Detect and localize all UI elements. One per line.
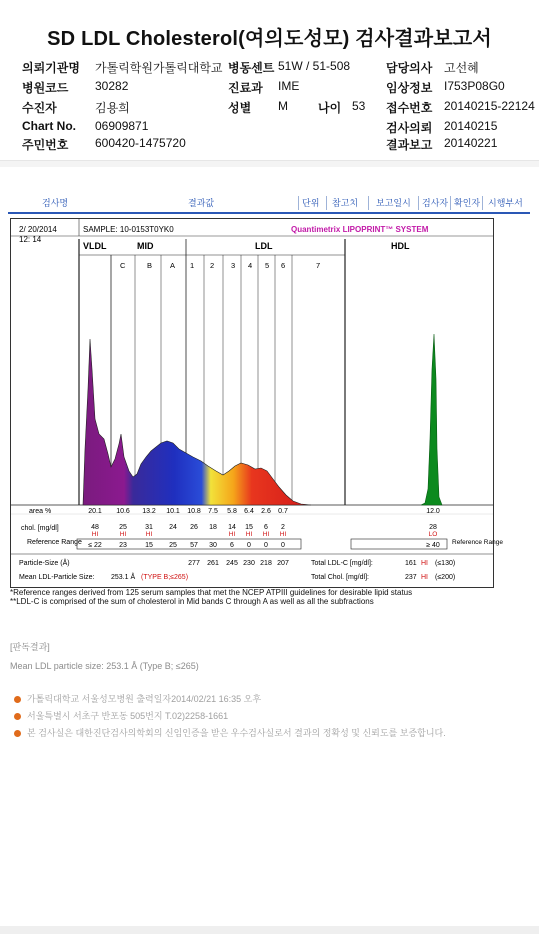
chol-a: 24	[169, 524, 177, 531]
age-value: 53	[352, 99, 366, 113]
remarks-text: Mean LDL particle size: 253.1 Å (Type B; ≤265)	[10, 661, 199, 671]
chol-b: 31	[145, 524, 153, 531]
age-label: 나이	[318, 101, 342, 115]
total-ldl-flag: HI	[421, 560, 428, 567]
band-label-4: 4	[248, 261, 253, 270]
report-date-value: 20140221	[444, 136, 498, 150]
remarks-title: [판독결과]	[10, 642, 50, 652]
col-unit: 단위	[302, 198, 320, 208]
hospital-code-value: 30282	[95, 79, 129, 93]
area-2: 7.5	[208, 508, 218, 515]
ref-6: 0	[281, 542, 285, 549]
col-confirmer: 확인자	[454, 198, 481, 208]
mean-size-value: 253.1 Å	[111, 574, 136, 581]
col-test-name: 검사명	[42, 198, 69, 208]
ref-4: 0	[247, 542, 251, 549]
total-chol-value: 237	[405, 574, 417, 581]
hdl-peak	[421, 334, 442, 505]
total-ldl-label: Total LDL-C [mg/dl]:	[311, 560, 373, 567]
footer-certification-text: 본 검사실은 대한진단검사의학회의 신임인증을 받은 우수검사실로서 결과의 정확성 및 신뢰도를 보증합니다.	[27, 728, 446, 738]
chol-2: 18	[209, 524, 217, 531]
clinical-label: 임상정보	[386, 81, 433, 95]
particle-1: 277	[188, 560, 200, 567]
particle-2: 261	[207, 560, 219, 567]
chol-c: 25	[119, 524, 127, 531]
col-tester: 검사자	[422, 198, 449, 208]
particle-6: 207	[277, 560, 289, 567]
sample-id: SAMPLE: 10-0153T0YK0	[83, 225, 174, 234]
flag-vldl: HI	[91, 531, 99, 538]
total-ldl-ref: (≤130)	[435, 560, 456, 567]
id-value: 600420-1475720	[95, 136, 186, 150]
area-c: 10.6	[116, 508, 130, 515]
ref-c: 23	[119, 542, 127, 549]
flag-hdl: LO	[428, 531, 438, 538]
area-a: 10.1	[166, 508, 180, 515]
dept-label: 진료과	[228, 81, 263, 95]
dept-value: IME	[278, 79, 300, 93]
chart-no-label: Chart No.	[22, 119, 76, 133]
col-department: 시행부서	[488, 198, 523, 208]
clinical-value: I753P08G0	[444, 79, 505, 93]
area-5: 2.6	[261, 508, 271, 515]
flag-4: HI	[245, 531, 253, 538]
ref-a: 25	[169, 542, 177, 549]
sex-value: M	[278, 99, 288, 113]
chol-6: 2	[281, 524, 285, 531]
chol-hdl: 28	[429, 524, 437, 531]
chol-1: 26	[190, 524, 198, 531]
request-value: 20140215	[444, 119, 498, 133]
band-label-7: 7	[316, 261, 321, 270]
band-label-c: C	[120, 261, 126, 270]
particle-4: 230	[243, 560, 255, 567]
ref-1: 57	[190, 542, 198, 549]
lipoprint-trace	[83, 339, 311, 505]
report-time: 12: 14	[19, 235, 42, 244]
bullet-icon	[14, 730, 21, 737]
group-label-ldl: LDL	[255, 241, 273, 251]
patient-value: 김용희	[95, 101, 130, 115]
ref-vldl: ≤ 22	[88, 542, 102, 549]
ward-value: 51W / 51-508	[278, 59, 351, 73]
footnote-reference: *Reference ranges derived from 125 serum samples that met the NCEP ATPIII guidelines for desirable lipid status	[10, 588, 413, 597]
result-table-header	[8, 196, 530, 214]
ref-5: 0	[264, 542, 268, 549]
patient-label: 수진자	[22, 101, 57, 115]
band-label-6: 6	[281, 261, 286, 270]
doctor-label: 담당의사	[386, 61, 433, 75]
request-label: 검사의뢰	[386, 121, 433, 135]
report-date-label: 결과보고	[386, 138, 433, 152]
chol-3: 14	[228, 524, 236, 531]
lipoprint-report	[10, 218, 503, 588]
mean-size-label: Mean LDL-Particle Size:	[19, 574, 95, 581]
area-6: 0.7	[278, 508, 288, 515]
band-label-1: 1	[190, 261, 195, 270]
footer-address-text: 서울특별시 서초구 반포동 505번지 T.02)2258-1661	[27, 711, 229, 721]
flag-3: HI	[228, 531, 236, 538]
report-title: SD LDL Cholesterol(여의도성모) 검사결과보고서	[47, 28, 492, 50]
group-label-mid: MID	[137, 241, 154, 251]
col-result: 결과값	[188, 198, 215, 208]
col-report-time: 보고일시	[376, 198, 411, 208]
bullet-icon	[14, 696, 21, 703]
chol-5: 6	[264, 524, 268, 531]
page-bottom-bar	[0, 926, 539, 934]
section-divider	[0, 160, 539, 167]
institution-label: 의뢰기관명	[22, 61, 80, 75]
chol-vldl: 48	[91, 524, 99, 531]
footer-hospital-text: 가톨릭대학교 서울성모병원 출력일자2014/02/21 16:35 오후	[27, 694, 262, 704]
bullet-icon	[14, 713, 21, 720]
flag-b: HI	[145, 531, 153, 538]
id-label: 주민번호	[22, 138, 69, 152]
ref-label-right: Reference Range	[452, 539, 503, 546]
chol-4: 15	[245, 524, 253, 531]
band-label-5: 5	[265, 261, 270, 270]
chart-no-value: 06909871	[95, 119, 149, 133]
mean-size-type: (TYPE B;≤265)	[141, 574, 189, 581]
area-1: 10.8	[187, 508, 201, 515]
report-date: 2/ 20/2014	[19, 225, 57, 234]
total-chol-ref: (≤200)	[435, 574, 456, 581]
ref-2: 30	[209, 542, 217, 549]
institution-value: 가톨릭학원가톨릭대학교	[95, 61, 223, 75]
ref-hdl: ≥ 40	[426, 542, 440, 549]
lipoprint-brand: Quantimetrix LIPOPRINT™ SYSTEM	[291, 225, 429, 234]
band-label-a: A	[170, 261, 176, 270]
footer-line-hospital	[14, 692, 261, 705]
flag-c: HI	[119, 531, 127, 538]
area-label: area %	[29, 508, 52, 515]
area-3: 5.8	[227, 508, 237, 515]
area-4: 6.4	[244, 508, 254, 515]
group-label-hdl: HDL	[391, 241, 410, 251]
col-reference: 참고치	[332, 198, 359, 208]
total-ldl-value: 161	[405, 560, 417, 567]
particle-3: 245	[226, 560, 238, 567]
particle-5: 218	[260, 560, 272, 567]
area-vldl: 20.1	[88, 508, 102, 515]
band-label-b: B	[147, 261, 153, 270]
footnote-ldl: **LDL-C is comprised of the sum of cholesterol in Mid bands C through A as well as all the subfractions	[10, 597, 374, 606]
chol-label: chol. [mg/dl]	[21, 525, 59, 532]
group-label-vldl: VLDL	[83, 241, 107, 251]
flag-5: HI	[262, 531, 270, 538]
flag-6: HI	[279, 531, 287, 538]
band-label-3: 3	[231, 261, 236, 270]
footer-line-address	[14, 709, 228, 722]
area-b: 13.2	[142, 508, 156, 515]
doctor-value: 고선혜	[444, 61, 479, 75]
total-chol-flag: HI	[421, 574, 428, 581]
band-label-2: 2	[210, 261, 215, 270]
hospital-code-label: 병원코드	[22, 81, 69, 95]
area-hdl: 12.0	[426, 508, 440, 515]
sex-label: 성별	[228, 101, 252, 115]
footer-line-certification	[14, 726, 446, 739]
ref-label: Reference Range	[27, 539, 82, 546]
ref-b: 15	[145, 542, 153, 549]
total-chol-label: Total Chol. [mg/dl]:	[311, 574, 369, 581]
ref-3: 6	[230, 542, 234, 549]
receipt-label: 접수번호	[386, 101, 433, 115]
particle-size-label: Particle-Size (Å)	[19, 560, 70, 567]
ward-label: 병동센트	[228, 61, 275, 75]
receipt-value: 20140215-22124	[444, 99, 535, 113]
